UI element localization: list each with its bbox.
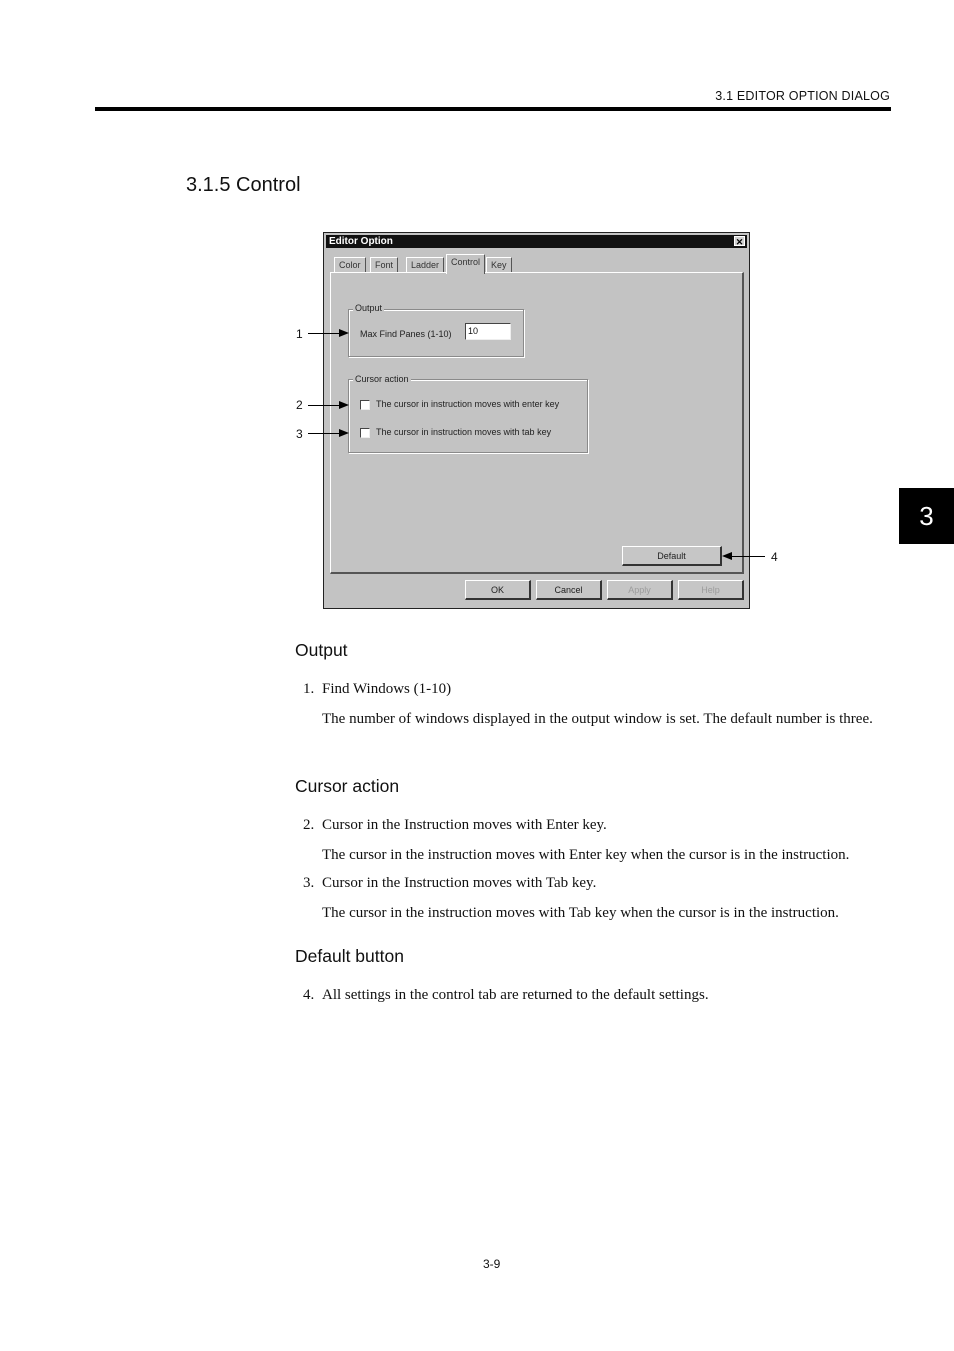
header-rule (95, 107, 891, 111)
cursor-action-heading: Cursor action (295, 776, 400, 796)
arrow-right-icon (339, 429, 349, 437)
tab-key-option-label: The cursor in instruction moves with tab key (376, 427, 552, 437)
item-number: 1. (303, 681, 315, 697)
output-heading: Output (295, 640, 348, 660)
callout-4-line (731, 556, 765, 557)
ok-button[interactable]: OK (465, 580, 531, 600)
max-find-panes-label: Max Find Panes (1-10) (360, 329, 452, 339)
dialog-titlebar (326, 235, 747, 248)
output-group-label: Output (355, 303, 383, 313)
item-title: Find Windows (1-10) (322, 681, 452, 697)
arrow-right-icon (339, 329, 349, 337)
tab-ladder[interactable]: Ladder (406, 257, 444, 273)
arrow-right-icon (339, 401, 349, 409)
callout-2-line (308, 405, 340, 406)
cursor-action-groupbox (348, 379, 588, 453)
cursor-action-group-label: Cursor action (355, 374, 409, 384)
max-find-panes-input[interactable]: 10 (465, 323, 511, 340)
item-number: 3. (303, 875, 315, 891)
close-icon[interactable]: ✕ (735, 237, 744, 247)
callout-2: 2 (296, 398, 303, 412)
tab-font[interactable]: Font (370, 257, 398, 273)
item-title: Cursor in the Instruction moves with Enter key. (322, 817, 607, 833)
item-description: The number of windows displayed in the output window is set. The default number is three. (322, 711, 873, 727)
section-title: 3.1.5 Control (186, 174, 301, 196)
item-description: The cursor in the instruction moves with Enter key when the cursor is in the instruction. (322, 847, 850, 863)
default-button-heading: Default button (295, 946, 404, 966)
enter-key-option-label: The cursor in instruction moves with enter key (376, 399, 560, 409)
callout-1-line (308, 333, 340, 334)
item-title: Cursor in the Instruction moves with Tab key. (322, 875, 597, 891)
cancel-button[interactable]: Cancel (536, 580, 602, 600)
callout-3-line (308, 433, 340, 434)
chapter-tab: 3 (899, 488, 954, 544)
apply-button[interactable]: Apply (607, 580, 673, 600)
tab-color[interactable]: Color (334, 257, 366, 273)
dialog-title: Editor Option (329, 236, 393, 247)
item-title: All settings in the control tab are returned to the default settings. (322, 987, 709, 1003)
enter-key-checkbox[interactable] (360, 400, 370, 410)
item-description: The cursor in the instruction moves with Tab key when the cursor is in the instruction. (322, 905, 839, 921)
tab-key[interactable]: Key (486, 257, 512, 273)
callout-4: 4 (771, 550, 778, 564)
running-header: 3.1 EDITOR OPTION DIALOG (715, 89, 890, 103)
editor-option-dialog (323, 232, 750, 609)
item-number: 4. (303, 987, 315, 1003)
callout-3: 3 (296, 427, 303, 441)
page-number: 3-9 (483, 1257, 501, 1271)
help-button[interactable]: Help (678, 580, 744, 600)
default-button[interactable]: Default (622, 546, 722, 566)
item-number: 2. (303, 817, 315, 833)
tab-key-checkbox[interactable] (360, 428, 370, 438)
tab-control[interactable]: Control (446, 254, 485, 274)
callout-1: 1 (296, 327, 303, 341)
